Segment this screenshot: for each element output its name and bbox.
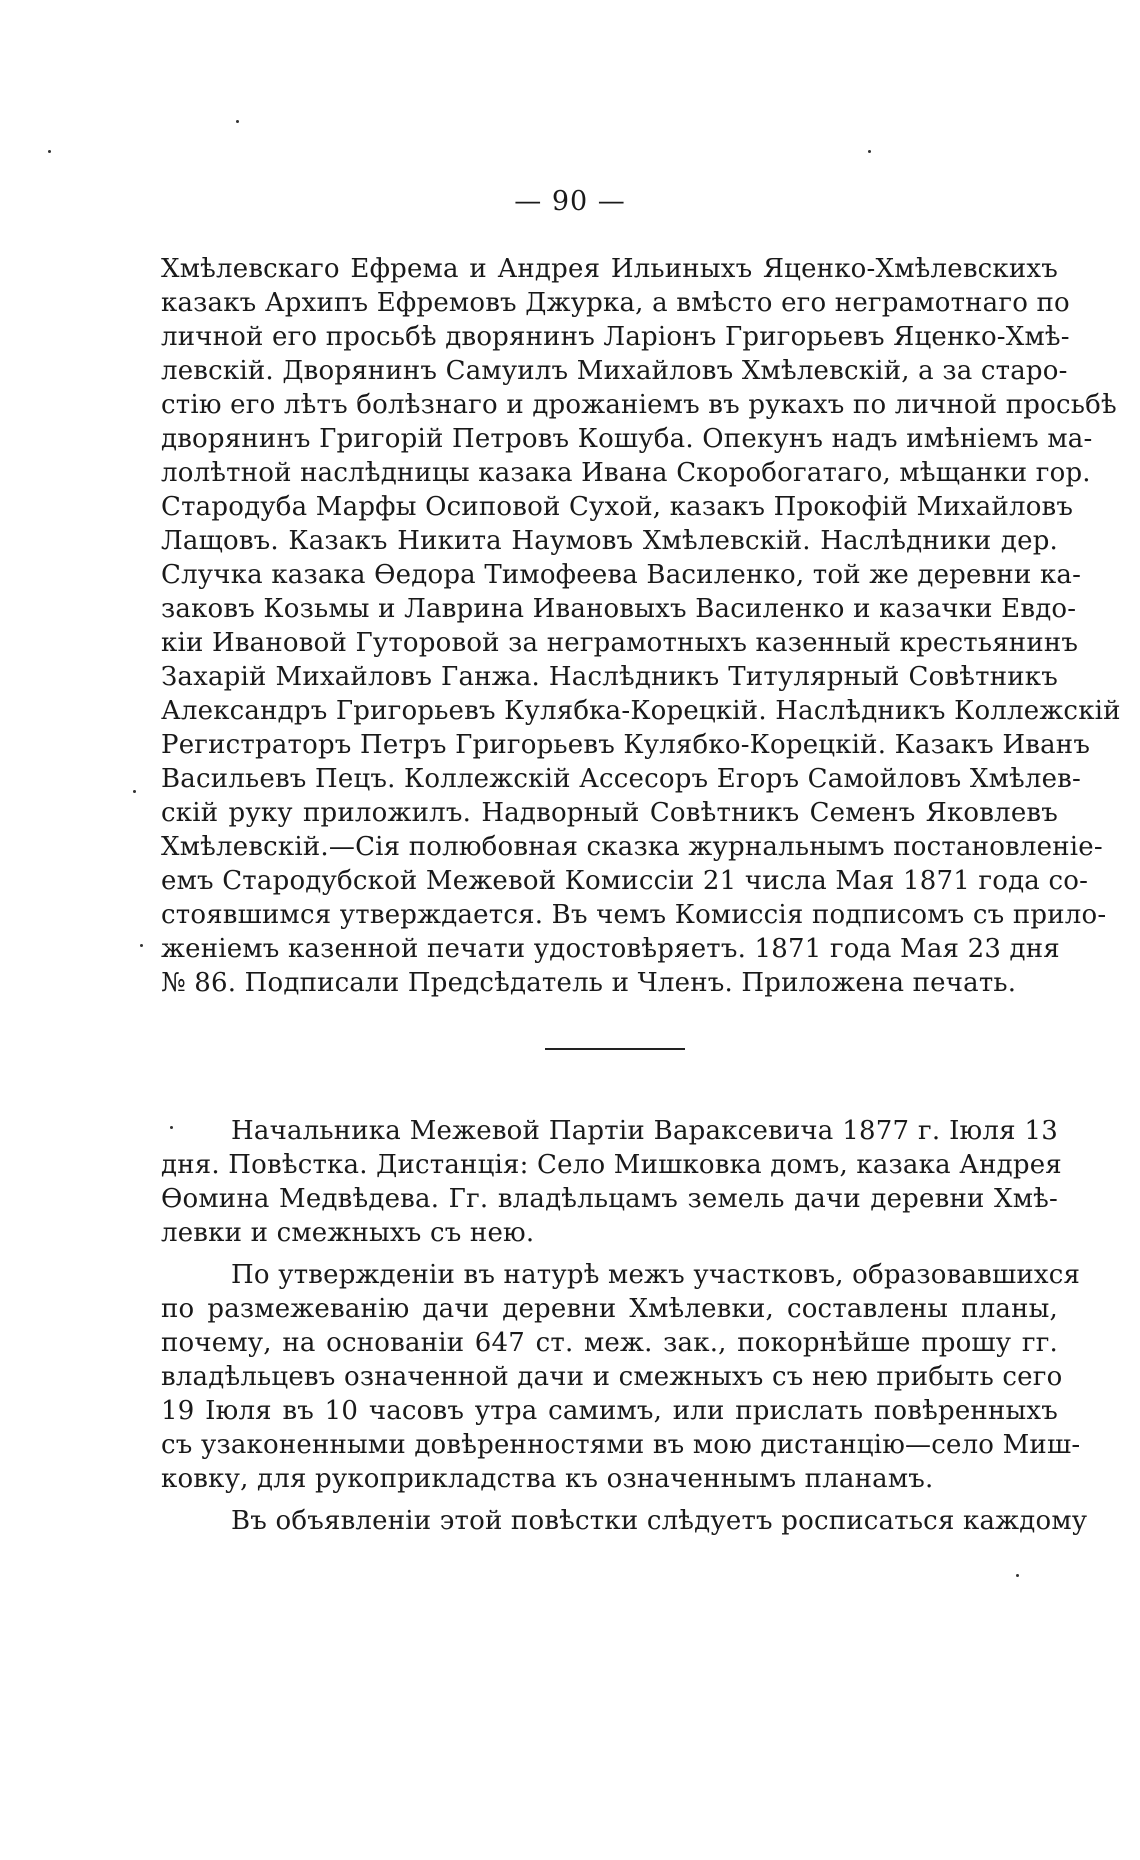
section-divider xyxy=(545,1048,685,1050)
text-line: По утвержденіи въ натурѣ межъ участковъ, образовавшихся xyxy=(231,1260,1081,1290)
text-line: казакъ Архипъ Ефремовъ Джурка, а вмѣсто его неграмотнаго по xyxy=(161,288,1070,318)
scan-speck xyxy=(140,944,143,947)
text-line: Захарій Михайловъ Ганжа. Наслѣдникъ Титулярный Совѣтникъ xyxy=(161,662,1058,692)
text-line: съ узаконенными довѣренностями въ мою дистанцію—село Миш- xyxy=(161,1430,1081,1460)
text-line: левки и смежныхъ съ нею. xyxy=(161,1218,535,1248)
text-line: дня. Повѣстка. Дистанція: Село Мишковка домъ, казака Андрея xyxy=(161,1150,1062,1180)
text-line: стоявшимся утверждается. Въ чемъ Комиссія подписомъ съ прило- xyxy=(161,900,1107,930)
text-line: Александръ Григорьевъ Кулябка-Корецкій. Наслѣдникъ Коллежскій xyxy=(161,696,1121,726)
text-line: Өомина Медвѣдева. Гг. владѣльцамъ земель дачи деревни Хмѣ- xyxy=(161,1184,1058,1214)
scan-speck xyxy=(170,1126,173,1129)
text-line: № 86. Подписали Предсѣдатель и Членъ. Приложена печать. xyxy=(161,968,1017,998)
scan-speck xyxy=(868,150,871,153)
scan-speck xyxy=(133,790,136,793)
text-line: женіемъ казенной печати удостовѣряетъ. 1871 года Мая 23 дня xyxy=(161,934,1060,964)
text-line: Въ объявленіи этой повѣстки слѣдуетъ росписаться каждому xyxy=(231,1506,1088,1536)
text-line: левскій. Дворянинъ Самуилъ Михайловъ Хмѣлевскій, а за старо- xyxy=(161,356,1068,386)
text-line: Хмѣлевскаго Ефрема и Андрея Ильиныхъ Яценко-Хмѣлевскихъ xyxy=(161,254,1058,284)
text-line: по размежеванію дачи деревни Хмѣлевки, составлены планы, xyxy=(161,1294,1058,1324)
text-line: емъ Стародубской Межевой Комиссіи 21 числа Мая 1871 года со- xyxy=(161,866,1089,896)
scan-speck xyxy=(1016,1574,1019,1577)
text-line: личной его просьбѣ дворянинъ Ларіонъ Григорьевъ Яценко-Хмѣ- xyxy=(161,322,1070,352)
text-line: Регистраторъ Петръ Григорьевъ Кулябко-Корецкій. Казакъ Иванъ xyxy=(161,730,1091,760)
scan-speck xyxy=(48,150,51,153)
page-number: — 90 — xyxy=(514,186,626,217)
text-line: Хмѣлевскій.—Сія полюбовная сказка журнальнымъ постановленіе- xyxy=(161,832,1103,862)
text-line: стію его лѣтъ болѣзнаго и дрожаніемъ въ рукахъ по личной просьбѣ xyxy=(161,390,1117,420)
text-line: скій руку приложилъ. Надворный Совѣтникъ Семенъ Яковлевъ xyxy=(161,798,1058,828)
scan-speck xyxy=(236,120,239,123)
text-line: лолѣтной наслѣдницы казака Ивана Скоробогатаго, мѣщанки гор. xyxy=(161,458,1091,488)
text-line: 19 Іюля въ 10 часовъ утра самимъ, или прислать повѣренныхъ xyxy=(161,1396,1058,1426)
text-line: Лащовъ. Казакъ Никита Наумовъ Хмѣлевскій. Наслѣдники дер. xyxy=(161,526,1058,556)
text-line: Васильевъ Пецъ. Коллежскій Ассесоръ Егоръ Самойловъ Хмѣлев- xyxy=(161,764,1082,794)
text-line: Случка казака Өедора Тимофеева Василенко, той же деревни ка- xyxy=(161,560,1082,590)
text-line: владѣльцевъ означенной дачи и смежныхъ съ нею прибыть сего xyxy=(161,1362,1063,1392)
text-line: кіи Ивановой Гуторовой за неграмотныхъ казенный крестьянинъ xyxy=(161,628,1079,658)
text-line: заковъ Козьмы и Лаврина Ивановыхъ Василенко и казачки Евдо- xyxy=(161,594,1077,624)
text-line: дворянинъ Григорій Петровъ Кошуба. Опекунъ надъ имѣніемъ ма- xyxy=(161,424,1093,454)
text-line: ковку, для рукоприкладства къ означеннымъ планамъ. xyxy=(161,1464,934,1494)
text-line: Стародуба Марфы Осиповой Сухой, казакъ Прокофій Михайловъ xyxy=(161,492,1074,522)
text-line: почему, на основаніи 647 ст. меж. зак., покорнѣйше прошу гг. xyxy=(161,1328,1058,1358)
text-line: Начальника Межевой Партіи Вараксевича 1877 г. Іюля 13 xyxy=(231,1116,1058,1146)
